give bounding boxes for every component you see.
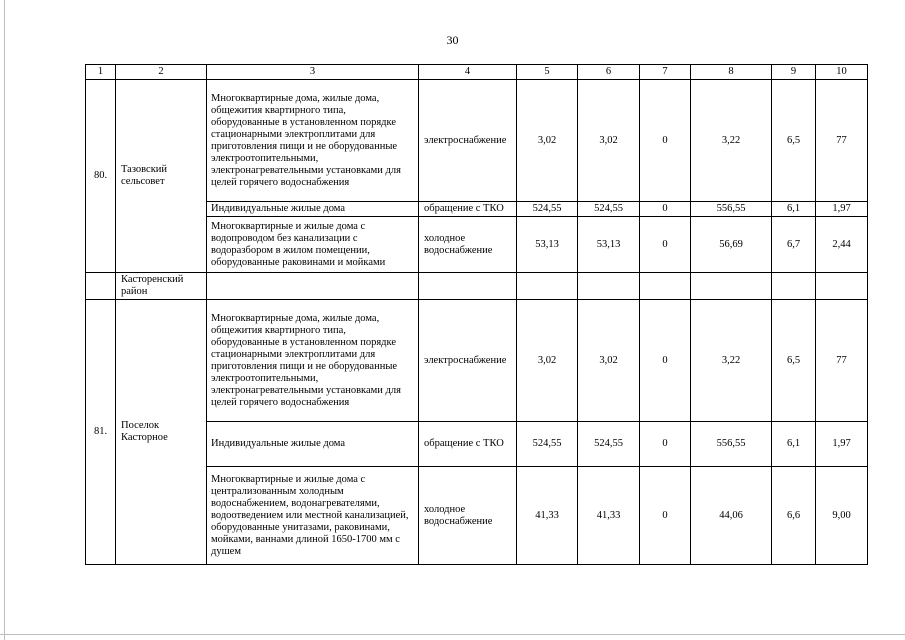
consumer-category: Многоквартирные и жилые дома с водопроводом без канализации с водоразбором в жилом помещении, оборудованные раковинами и мойками [207,217,419,273]
value-col-10: 77 [816,80,868,202]
value-col-7: 0 [640,217,691,273]
value-col-10: 1,97 [816,422,868,467]
value-col-7: 0 [640,80,691,202]
value-col-5: 41,33 [517,467,578,565]
value-col-6: 41,33 [578,467,640,565]
consumer-category: Многоквартирные и жилые дома с централизованным холодным водоснабжением, водонагревателями, водоотведением или местной канализацией, оборудованные унитазами, раковинами, мойками, ваннами длиной 1650-1700 мм с душем [207,467,419,565]
empty-cell [419,273,517,300]
service-type: электроснабжение [419,80,517,202]
page-number: 30 [446,33,459,47]
district-name: Касторенский район [116,273,207,300]
header-col-4: 4 [419,65,517,80]
value-col-6: 524,55 [578,422,640,467]
value-col-9: 6,6 [772,467,816,565]
table-row [86,80,868,202]
settlement-name: Тазовский сельсовет [116,80,207,273]
value-col-7: 0 [640,422,691,467]
service-type: холодное водоснабжение [419,467,517,565]
value-col-5: 524,55 [517,422,578,467]
empty-cell [772,273,816,300]
consumer-category: Индивидуальные жилые дома [207,422,419,467]
value-col-5: 3,02 [517,80,578,202]
service-type: обращение с ТКО [419,202,517,217]
consumer-category: Индивидуальные жилые дома [207,202,419,217]
value-col-9: 6,5 [772,300,816,422]
value-col-10: 2,44 [816,217,868,273]
header-col-5: 5 [517,65,578,80]
value-col-5: 524,55 [517,202,578,217]
empty-cell [816,273,868,300]
header-col-1: 1 [86,65,116,80]
value-col-8: 556,55 [691,202,772,217]
value-col-10: 9,00 [816,467,868,565]
district-row [86,273,868,300]
value-col-5: 53,13 [517,217,578,273]
settlement-name: Поселок Касторное [116,300,207,565]
header-col-6: 6 [578,65,640,80]
row-number: 81. [86,300,116,565]
value-col-10: 77 [816,300,868,422]
header-col-9: 9 [772,65,816,80]
value-col-9: 6,5 [772,80,816,202]
empty-cell [207,273,419,300]
consumer-category: Многоквартирные дома, жилые дома, общежития квартирного типа, оборудованные в установленном порядке стационарными электроплитами для приготовления пищи и не оборудованные электроотопительными, электронагревательными установками для целей горячего водоснабжения [207,300,419,422]
value-col-6: 3,02 [578,300,640,422]
consumer-category: Многоквартирные дома, жилые дома, общежития квартирного типа, оборудованные в установленном порядке стационарными электроплитами для приготовления пищи и не оборудованные электроотопительными, электронагревательными установками для целей горячего водоснабжения [207,80,419,202]
service-type: электроснабжение [419,300,517,422]
value-col-9: 6,7 [772,217,816,273]
value-col-8: 3,22 [691,80,772,202]
tariff-table [85,64,868,565]
value-col-7: 0 [640,202,691,217]
page-edge-left [4,0,5,640]
value-col-8: 44,06 [691,467,772,565]
value-col-7: 0 [640,467,691,565]
empty-cell [517,273,578,300]
value-col-9: 6,1 [772,422,816,467]
service-type: обращение с ТКО [419,422,517,467]
value-col-10: 1,97 [816,202,868,217]
value-col-5: 3,02 [517,300,578,422]
service-type: холодное водоснабжение [419,217,517,273]
table-row [86,300,868,422]
district-num-empty [86,273,116,300]
header-col-3: 3 [207,65,419,80]
value-col-6: 3,02 [578,80,640,202]
page-edge-bottom [0,634,905,635]
value-col-7: 0 [640,300,691,422]
header-col-8: 8 [691,65,772,80]
header-col-7: 7 [640,65,691,80]
header-row [86,65,868,80]
value-col-8: 3,22 [691,300,772,422]
header-col-2: 2 [116,65,207,80]
value-col-9: 6,1 [772,202,816,217]
empty-cell [691,273,772,300]
row-number: 80. [86,80,116,273]
value-col-6: 53,13 [578,217,640,273]
value-col-8: 56,69 [691,217,772,273]
value-col-8: 556,55 [691,422,772,467]
header-col-10: 10 [816,65,868,80]
empty-cell [578,273,640,300]
value-col-6: 524,55 [578,202,640,217]
empty-cell [640,273,691,300]
